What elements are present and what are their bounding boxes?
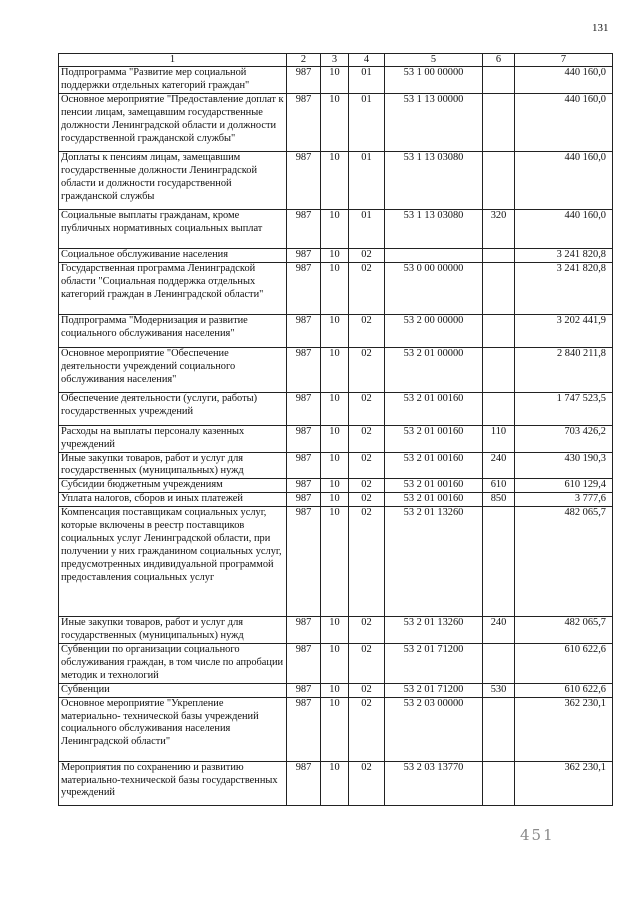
cell-grbs: 987: [287, 93, 321, 151]
cell-csr: 53 2 01 00160: [385, 479, 483, 493]
cell-name: Субсидии бюджетным учреждениям: [59, 479, 287, 493]
cell-rz: 10: [321, 209, 349, 248]
cell-pr: 02: [349, 697, 385, 761]
table-row: [59, 347, 613, 392]
cell-sum: 440 160,0: [515, 151, 613, 209]
cell-rz: 10: [321, 93, 349, 151]
cell-csr: 53 2 03 00000: [385, 697, 483, 761]
cell-grbs: 987: [287, 425, 321, 452]
cell-pr: 01: [349, 93, 385, 151]
cell-csr: 53 2 01 00160: [385, 425, 483, 452]
table-row: [59, 425, 613, 452]
cell-name: Социальные выплаты гражданам, кроме публичных нормативных социальных выплат: [59, 209, 287, 248]
cell-name: Субвенции по организации социального обслуживания граждан, в том числе по апробации методик и технологий: [59, 643, 287, 683]
cell-vr: [483, 347, 515, 392]
cell-grbs: 987: [287, 643, 321, 683]
cell-grbs: 987: [287, 262, 321, 314]
page-number: 131: [592, 22, 609, 34]
cell-sum: 703 426,2: [515, 425, 613, 452]
cell-vr: 530: [483, 683, 515, 697]
cell-pr: 02: [349, 392, 385, 425]
cell-grbs: 987: [287, 67, 321, 94]
cell-rz: 10: [321, 151, 349, 209]
cell-vr: [483, 507, 515, 617]
cell-grbs: 987: [287, 761, 321, 805]
cell-csr: 53 2 03 13770: [385, 761, 483, 805]
cell-grbs: 987: [287, 479, 321, 493]
cell-csr: 53 2 00 00000: [385, 314, 483, 347]
cell-vr: [483, 151, 515, 209]
cell-pr: 02: [349, 248, 385, 262]
cell-name: Обеспечение деятельности (услуги, работы) государственных учреждений: [59, 392, 287, 425]
cell-pr: 02: [349, 347, 385, 392]
cell-pr: 02: [349, 452, 385, 479]
cell-name: Государственная программа Ленинградской области "Социальная поддержка отдельных категорий граждан в Ленинградской области": [59, 262, 287, 314]
cell-sum: 3 777,6: [515, 493, 613, 507]
cell-rz: 10: [321, 452, 349, 479]
cell-name: Расходы на выплаты персоналу казенных учреждений: [59, 425, 287, 452]
cell-rz: 10: [321, 248, 349, 262]
cell-rz: 10: [321, 683, 349, 697]
table-row: [59, 697, 613, 761]
cell-sum: 482 065,7: [515, 617, 613, 644]
cell-vr: 850: [483, 493, 515, 507]
cell-csr: 53 2 01 71200: [385, 643, 483, 683]
cell-vr: [483, 248, 515, 262]
table-row: [59, 93, 613, 151]
cell-name: Субвенции: [59, 683, 287, 697]
cell-rz: 10: [321, 617, 349, 644]
table-row: [59, 452, 613, 479]
cell-pr: 01: [349, 151, 385, 209]
cell-pr: 02: [349, 683, 385, 697]
cell-sum: 3 202 441,9: [515, 314, 613, 347]
cell-csr: 53 2 01 00160: [385, 392, 483, 425]
cell-pr: 02: [349, 507, 385, 617]
cell-vr: [483, 761, 515, 805]
header-row: [59, 54, 613, 67]
cell-csr: 53 1 13 00000: [385, 93, 483, 151]
cell-rz: 10: [321, 347, 349, 392]
cell-grbs: 987: [287, 697, 321, 761]
cell-grbs: 987: [287, 314, 321, 347]
cell-grbs: 987: [287, 248, 321, 262]
cell-vr: 240: [483, 452, 515, 479]
cell-pr: 02: [349, 493, 385, 507]
cell-rz: 10: [321, 761, 349, 805]
cell-grbs: 987: [287, 683, 321, 697]
cell-pr: 01: [349, 67, 385, 94]
header-cell: 5: [385, 54, 483, 67]
cell-name: Иные закупки товаров, работ и услуг для государственных (муниципальных) нужд: [59, 452, 287, 479]
cell-name: Социальное обслуживание населения: [59, 248, 287, 262]
table-row: [59, 493, 613, 507]
cell-sum: 362 230,1: [515, 697, 613, 761]
table-row: [59, 209, 613, 248]
cell-sum: 362 230,1: [515, 761, 613, 805]
cell-vr: 240: [483, 617, 515, 644]
table-row: [59, 761, 613, 805]
cell-name: Мероприятия по сохранению и развитию материально-технической базы государственных учреждений: [59, 761, 287, 805]
table-row: [59, 479, 613, 493]
table-row: [59, 151, 613, 209]
cell-grbs: 987: [287, 347, 321, 392]
cell-pr: 01: [349, 209, 385, 248]
cell-sum: 610 622,6: [515, 643, 613, 683]
table-row: [59, 643, 613, 683]
cell-vr: [483, 67, 515, 94]
cell-name: Подпрограмма "Модернизация и развитие социального обслуживания населения": [59, 314, 287, 347]
cell-sum: 2 840 211,8: [515, 347, 613, 392]
cell-pr: 02: [349, 479, 385, 493]
cell-vr: [483, 392, 515, 425]
cell-sum: 3 241 820,8: [515, 248, 613, 262]
cell-pr: 02: [349, 761, 385, 805]
table-row: [59, 262, 613, 314]
table-row: [59, 617, 613, 644]
cell-sum: 430 190,3: [515, 452, 613, 479]
cell-pr: 02: [349, 643, 385, 683]
cell-rz: 10: [321, 697, 349, 761]
cell-sum: 440 160,0: [515, 67, 613, 94]
cell-grbs: 987: [287, 151, 321, 209]
cell-sum: 3 241 820,8: [515, 262, 613, 314]
cell-vr: 610: [483, 479, 515, 493]
table-row: [59, 392, 613, 425]
cell-name: Основное мероприятие "Предоставление доплат к пенсии лицам, замещавшим государственные должности Ленинградской области и должности государственной гражданской службы": [59, 93, 287, 151]
cell-csr: 53 0 00 00000: [385, 262, 483, 314]
cell-vr: 110: [483, 425, 515, 452]
cell-vr: [483, 262, 515, 314]
cell-grbs: 987: [287, 209, 321, 248]
cell-pr: 02: [349, 425, 385, 452]
cell-vr: 320: [483, 209, 515, 248]
cell-csr: [385, 248, 483, 262]
table-row: [59, 683, 613, 697]
cell-rz: 10: [321, 493, 349, 507]
cell-sum: 610 622,6: [515, 683, 613, 697]
cell-vr: [483, 93, 515, 151]
cell-name: Компенсация поставщикам социальных услуг, которые включены в реестр поставщиков социальных услуг Ленинградской области, при получении у них гражданином социальных услуг, предусмотренных индивидуальной программой предоставления социальных услуг: [59, 507, 287, 617]
cell-pr: 02: [349, 617, 385, 644]
cell-pr: 02: [349, 314, 385, 347]
table-row: [59, 314, 613, 347]
cell-rz: 10: [321, 425, 349, 452]
stamp-number: 451: [520, 826, 555, 844]
cell-rz: 10: [321, 479, 349, 493]
header-cell: 7: [515, 54, 613, 67]
table-row: [59, 248, 613, 262]
cell-csr: 53 2 01 00000: [385, 347, 483, 392]
header-cell: 3: [321, 54, 349, 67]
cell-rz: 10: [321, 507, 349, 617]
cell-rz: 10: [321, 643, 349, 683]
cell-rz: 10: [321, 67, 349, 94]
table-row: [59, 67, 613, 94]
cell-rz: 10: [321, 392, 349, 425]
cell-name: Основное мероприятие "Обеспечение деятельности учреждений социального обслуживания населения": [59, 347, 287, 392]
cell-csr: 53 1 00 00000: [385, 67, 483, 94]
cell-csr: 53 2 01 13260: [385, 507, 483, 617]
cell-sum: 440 160,0: [515, 93, 613, 151]
cell-rz: 10: [321, 262, 349, 314]
cell-grbs: 987: [287, 507, 321, 617]
header-cell: 6: [483, 54, 515, 67]
cell-vr: [483, 314, 515, 347]
cell-csr: 53 2 01 00160: [385, 452, 483, 479]
cell-grbs: 987: [287, 617, 321, 644]
cell-grbs: 987: [287, 493, 321, 507]
cell-name: Уплата налогов, сборов и иных платежей: [59, 493, 287, 507]
cell-name: Подпрограмма "Развитие мер социальной поддержки отдельных категорий граждан": [59, 67, 287, 94]
header-cell: 1: [59, 54, 287, 67]
cell-csr: 53 1 13 03080: [385, 209, 483, 248]
cell-sum: 610 129,4: [515, 479, 613, 493]
budget-table: [58, 53, 613, 806]
cell-sum: 482 065,7: [515, 507, 613, 617]
cell-grbs: 987: [287, 452, 321, 479]
header-cell: 4: [349, 54, 385, 67]
cell-csr: 53 2 01 13260: [385, 617, 483, 644]
cell-name: Доплаты к пенсиям лицам, замещавшим государственные должности Ленинградской области и должности государственной гражданской службы: [59, 151, 287, 209]
cell-vr: [483, 643, 515, 683]
cell-csr: 53 2 01 71200: [385, 683, 483, 697]
cell-name: Основное мероприятие "Укрепление материально- технической базы учреждений социального обслуживания населения Ленинградской области": [59, 697, 287, 761]
cell-csr: 53 2 01 00160: [385, 493, 483, 507]
cell-rz: 10: [321, 314, 349, 347]
cell-csr: 53 1 13 03080: [385, 151, 483, 209]
cell-sum: 440 160,0: [515, 209, 613, 248]
header-cell: 2: [287, 54, 321, 67]
cell-name: Иные закупки товаров, работ и услуг для государственных (муниципальных) нужд: [59, 617, 287, 644]
cell-vr: [483, 697, 515, 761]
cell-sum: 1 747 523,5: [515, 392, 613, 425]
table-row: [59, 507, 613, 617]
cell-grbs: 987: [287, 392, 321, 425]
cell-pr: 02: [349, 262, 385, 314]
